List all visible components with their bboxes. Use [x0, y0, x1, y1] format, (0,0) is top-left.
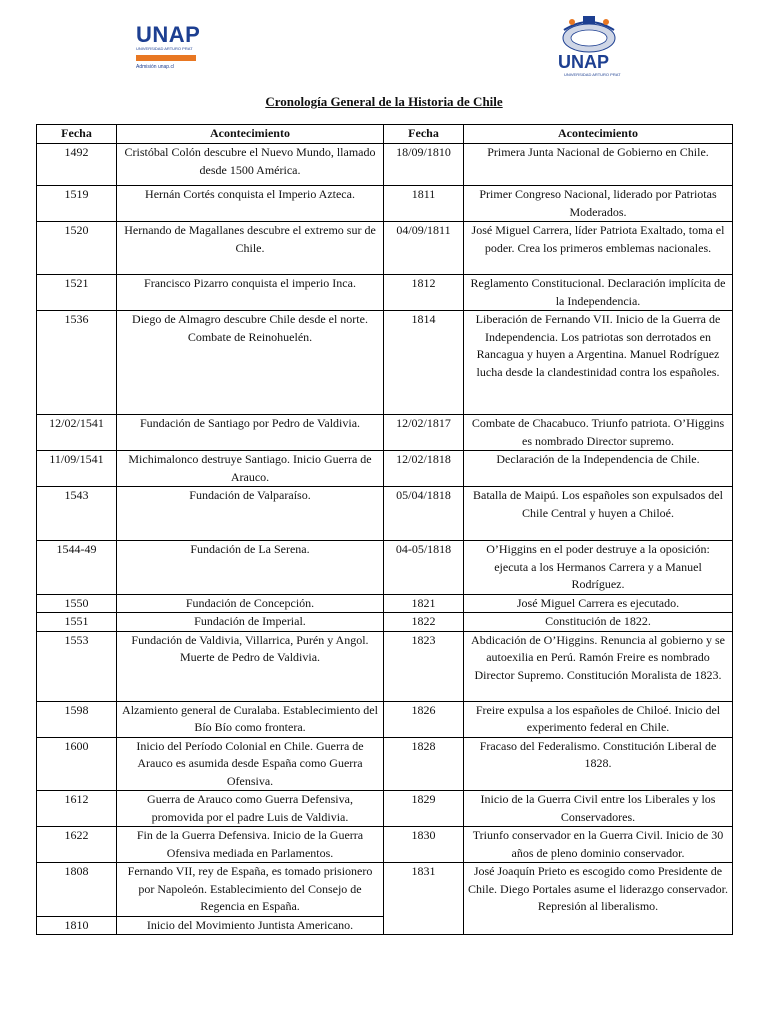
date-left: 1543: [37, 487, 117, 541]
logo-footer: Admisión unap.cl: [136, 64, 175, 70]
date-left: 1622: [37, 827, 117, 863]
date-right: 1831: [384, 863, 464, 935]
event-right: Reglamento Constitucional. Declaración implícita de la Independencia.: [464, 275, 733, 311]
unap-logo-left: [136, 24, 208, 80]
event-right: Liberación de Fernando VII. Inicio de la Guerra de Independencia. Los patriotas son derrotados en Rancagua y huyen a Argentina. Manuel Rodríguez lucha desde la clandestinidad contra los españoles.: [464, 311, 733, 415]
header-event-2: Acontecimiento: [464, 125, 733, 144]
header-date-1: Fecha: [37, 125, 117, 144]
event-right: José Joaquín Prieto es escogido como Presidente de Chile. Diego Portales asume el liderazgo conservador. Represión al liberalismo.: [464, 863, 733, 935]
chronology-table: [36, 124, 733, 935]
event-left: Fundación de Imperial.: [117, 613, 384, 632]
table-row: [37, 613, 733, 632]
logo-subtitle: UNIVERSIDAD ARTURO PRAT: [136, 46, 193, 51]
date-left: 1808: [37, 863, 117, 917]
table-row: [37, 594, 733, 613]
page-title: Cronología General de la Historia de Chile: [265, 94, 503, 109]
date-left: 1612: [37, 791, 117, 827]
logo-brand: UNAP: [136, 22, 201, 47]
date-right: 05/04/1818: [384, 487, 464, 541]
date-right: 1829: [384, 791, 464, 827]
table-row: [37, 737, 733, 791]
table-row: [37, 311, 733, 415]
date-left: 11/09/1541: [37, 451, 117, 487]
event-left: Cristóbal Colón descubre el Nuevo Mundo, llamado desde 1500 América.: [117, 144, 384, 186]
event-left: Francisco Pizarro conquista el imperio Inca.: [117, 275, 384, 311]
event-right: Declaración de la Independencia de Chile.: [464, 451, 733, 487]
date-right: 1826: [384, 701, 464, 737]
event-left: Alzamiento general de Curalaba. Establecimiento del Bío Bío como frontera.: [117, 701, 384, 737]
event-left: Inicio del Movimiento Juntista Americano.: [117, 916, 384, 935]
crest-graphic: [550, 12, 628, 56]
date-left: 1521: [37, 275, 117, 311]
table-row: [37, 541, 733, 595]
date-left: 1520: [37, 222, 117, 275]
date-left: 1598: [37, 701, 117, 737]
date-right: 1830: [384, 827, 464, 863]
date-left: 1492: [37, 144, 117, 186]
date-left: 1551: [37, 613, 117, 632]
date-left: 1553: [37, 631, 117, 701]
event-right: Inicio de la Guerra Civil entre los Liberales y los Conservadores.: [464, 791, 733, 827]
table-row: [37, 275, 733, 311]
event-right: Abdicación de O’Higgins. Renuncia al gobierno y se autoexilia en Perú. Ramón Freire es nombrado Director Supremo. Constitución Moralista de 1823.: [464, 631, 733, 701]
event-left: Guerra de Arauco como Guerra Defensiva, promovida por el padre Luis de Valdivia.: [117, 791, 384, 827]
table-row: [37, 631, 733, 701]
date-left: 1536: [37, 311, 117, 415]
date-right: 12/02/1818: [384, 451, 464, 487]
table-header-row: [37, 125, 733, 144]
date-right: 1823: [384, 631, 464, 701]
table-body: [37, 144, 733, 935]
event-right: Fracaso del Federalismo. Constitución Liberal de 1828.: [464, 737, 733, 791]
date-left: 1544-49: [37, 541, 117, 595]
event-left: Fin de la Guerra Defensiva. Inicio de la Guerra Ofensiva mediada en Parlamentos.: [117, 827, 384, 863]
event-right: Triunfo conservador en la Guerra Civil. Inicio de 30 años de pleno dominio conservador.: [464, 827, 733, 863]
table-row: [37, 827, 733, 863]
date-right: 04-05/1818: [384, 541, 464, 595]
event-right: O’Higgins en el poder destruye a la oposición: ejecuta a los Hermanos Carrera y a Manuel Rodríguez.: [464, 541, 733, 595]
date-right: 1812: [384, 275, 464, 311]
event-right: Primer Congreso Nacional, liderado por Patriotas Moderados.: [464, 186, 733, 222]
table-row: [37, 451, 733, 487]
date-right: 12/02/1817: [384, 415, 464, 451]
date-right: 04/09/1811: [384, 222, 464, 275]
event-left: Michimalonco destruye Santiago. Inicio Guerra de Arauco.: [117, 451, 384, 487]
event-right: Constitución de 1822.: [464, 613, 733, 632]
event-right: Primera Junta Nacional de Gobierno en Chile.: [464, 144, 733, 186]
pre-universitario-crest-icon: [550, 12, 628, 76]
table-row: [37, 791, 733, 827]
logo-bar: [136, 55, 196, 61]
table-row: [37, 701, 733, 737]
date-right: 18/09/1810: [384, 144, 464, 186]
event-left: Diego de Almagro descubre Chile desde el norte. Combate de Reinohuelén.: [117, 311, 384, 415]
event-left: Inicio del Período Colonial en Chile. Guerra de Arauco es asumida desde España como Guerra Ofensiva.: [117, 737, 384, 791]
event-right: Batalla de Maipú. Los españoles son expulsados del Chile Central y huyen a Chiloé.: [464, 487, 733, 541]
table-row: [37, 863, 733, 917]
date-left: 12/02/1541: [37, 415, 117, 451]
event-right: José Miguel Carrera es ejecutado.: [464, 594, 733, 613]
header-event-1: Acontecimiento: [117, 125, 384, 144]
crest-subtitle: UNIVERSIDAD ARTURO PRAT: [564, 72, 621, 77]
date-right: 1814: [384, 311, 464, 415]
event-left: Fundación de Santiago por Pedro de Valdivia.: [117, 415, 384, 451]
event-right: Freire expulsa a los españoles de Chiloé. Inicio del experimento federal en Chile.: [464, 701, 733, 737]
date-left: 1550: [37, 594, 117, 613]
date-right: 1828: [384, 737, 464, 791]
event-left: Fundación de Concepción.: [117, 594, 384, 613]
crest-brand: UNAP: [558, 52, 610, 72]
date-left: 1810: [37, 916, 117, 935]
event-left: Hernando de Magallanes descubre el extremo sur de Chile.: [117, 222, 384, 275]
table-row: [37, 144, 733, 186]
table-row: [37, 487, 733, 541]
table-row: [37, 222, 733, 275]
event-right: Combate de Chacabuco. Triunfo patriota. O’Higgins es nombrado Director supremo.: [464, 415, 733, 451]
table-row: [37, 186, 733, 222]
event-right: José Miguel Carrera, líder Patriota Exaltado, toma el poder. Crea los primeros emblemas nacionales.: [464, 222, 733, 275]
event-left: Fernando VII, rey de España, es tomado prisionero por Napoleón. Establecimiento del Consejo de Regencia en España.: [117, 863, 384, 917]
event-left: Fundación de La Serena.: [117, 541, 384, 595]
date-left: 1600: [37, 737, 117, 791]
event-left: Hernán Cortés conquista el Imperio Azteca.: [117, 186, 384, 222]
event-left: Fundación de Valparaíso.: [117, 487, 384, 541]
table-row: [37, 415, 733, 451]
date-left: 1519: [37, 186, 117, 222]
date-right: 1821: [384, 594, 464, 613]
date-right: 1822: [384, 613, 464, 632]
date-right: 1811: [384, 186, 464, 222]
header-date-2: Fecha: [384, 125, 464, 144]
event-left: Fundación de Valdivia, Villarrica, Purén y Angol. Muerte de Pedro de Valdivia.: [117, 631, 384, 701]
